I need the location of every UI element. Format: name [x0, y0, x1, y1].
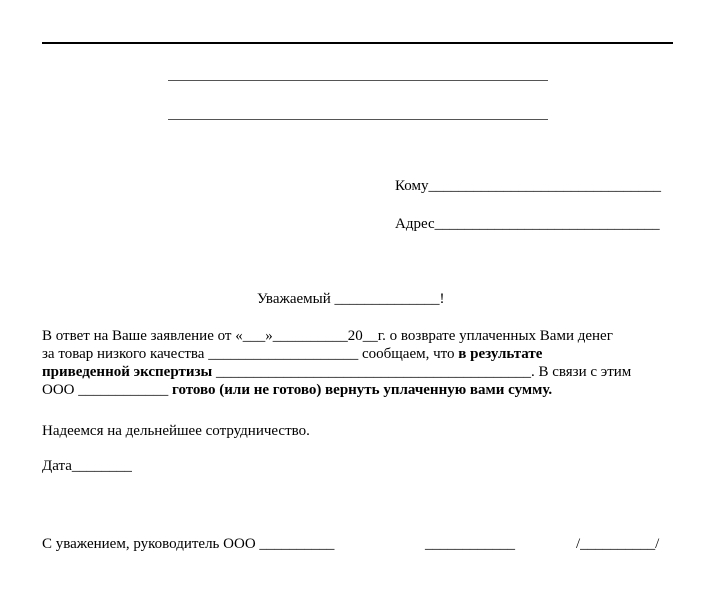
signature-line: С уважением, руководитель ООО __________ [42, 536, 335, 552]
body-line-1: В ответ на Ваше заявление от «___»__________20__г. о возврате уплаченных Вами денег [42, 328, 613, 344]
body-line-2 [42, 345, 672, 363]
body-line-2-bold: в результате [458, 346, 543, 362]
body-line-3-text: __________________________________________. В связи с этим [212, 364, 632, 380]
signature-name: /__________/ [576, 536, 660, 552]
body-line-4-bold: готово (или не готово) вернуть уплаченную вами сумму. [172, 382, 553, 398]
top-rule [42, 42, 673, 44]
recipient-address: Адрес______________________________ [395, 216, 660, 232]
greeting: Уважаемый ______________! [257, 291, 445, 307]
body-line-3-bold: приведенной экспертизы [42, 364, 213, 380]
recipient-to: Кому_______________________________ [395, 178, 661, 194]
header-blank-line-1 [168, 80, 548, 81]
header-blank-line-2 [168, 119, 548, 120]
date-field: Дата________ [42, 458, 132, 474]
letter-body [42, 327, 672, 399]
body-line-4-text: ООО ____________ [42, 382, 172, 398]
closing-hope: Надеемся на дельнейшее сотрудничество. [42, 423, 310, 439]
signature-blank: ____________ [425, 536, 515, 552]
body-line-3 [42, 363, 672, 381]
body-line-2-text: за товар низкого качества ____________________ сообщаем, что [42, 346, 459, 362]
body-line-4 [42, 381, 672, 399]
